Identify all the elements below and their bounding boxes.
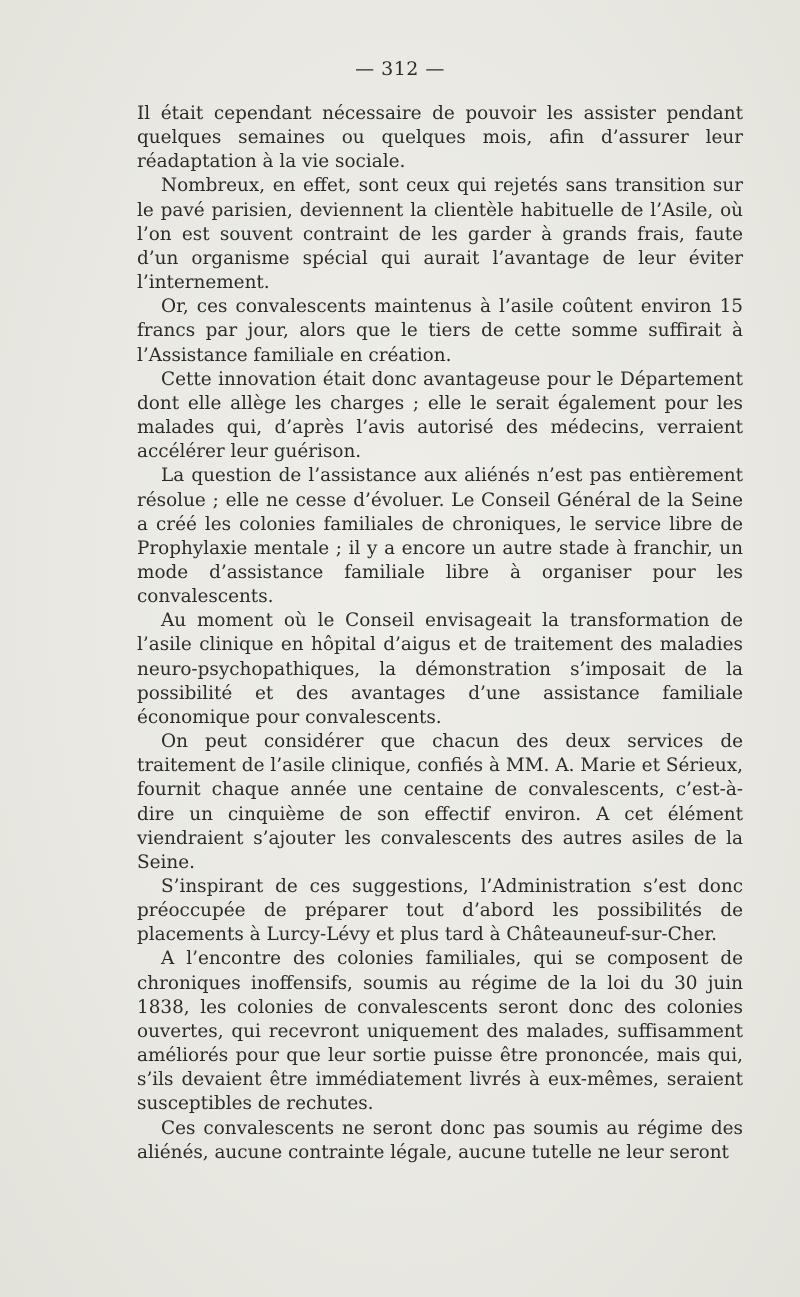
body-text (137, 102, 743, 1165)
paragraph: S’inspirant de ces suggestions, l’Administration s’est donc préoccupée de préparer tout d’abord les possibilités de placements à Lurcy-Lévy et plus tard à Châteauneuf-sur-Cher. (137, 876, 743, 946)
paragraph: On peut considérer que chacun des deux services de traitement de l’asile clinique, confiés à MM. A. Marie et Sérieux, fournit chaque année une centaine de convalescents, c’est-à-dire un cinquième de son effectif environ. A cet élément viendraient s’ajouter les convalescents des autres asiles de la Seine. (137, 731, 743, 873)
page-number: — 312 — (355, 58, 445, 80)
paragraph: Cette innovation était donc avantageuse pour le Département dont elle allège les charges ; elle le serait également pour les malades qui, d’après l’avis autorisé des médecins, verraient accélérer leur guérison. (137, 368, 743, 463)
paragraph: Il était cependant nécessaire de pouvoir les assister pendant quelques semaines ou quelques mois, afin d’assurer leur réadaptation à la vie sociale. (137, 103, 743, 173)
paragraph: Ces convalescents ne seront donc pas soumis au régime des aliénés, aucune contrainte légale, aucune tutelle ne leur seront (137, 1117, 743, 1163)
paragraph: Or, ces convalescents maintenus à l’asile coûtent environ 15 francs par jour, alors que le tiers de cette somme suffirait à l’Assistance familiale en création. (137, 296, 743, 366)
paragraph: A l’encontre des colonies familiales, qui se composent de chroniques inoffensifs, soumis au régime de la loi du 30 juin 1838, les colonies de convalescents seront donc des colonies ouvertes, qui recevront uniquement des malades, suffisamment améliorés pour que leur sortie puisse être prononcée, mais qui, s’ils devaient être immédiatement livrés à eux-mêmes, seraient susceptibles de rechutes. (137, 948, 743, 1115)
paragraph: Nombreux, en effet, sont ceux qui rejetés sans transition sur le pavé parisien, deviennent la clientèle habituelle de l’Asile, où l’on est souvent contraint de les garder à grands frais, faute d’un organisme spécial qui aurait l’avantage de leur éviter l’internement. (137, 175, 743, 294)
paragraph: Au moment où le Conseil envisageait la transformation de l’asile clinique en hôpital d’aigus et de traitement des maladies neuro-psychopathiques, la démonstration s’imposait de la possibilité et des avantages d’une assistance familiale économique pour convalescents. (137, 610, 743, 728)
paragraph: La question de l’assistance aux aliénés n’est pas entièrement résolue ; elle ne cesse d’évoluer. Le Conseil Général de la Seine a créé les colonies familiales de chroniques, le service libre de Prophylaxie mentale ; il y a encore un autre stade à franchir, un mode d’assistance familiale libre à organiser pour les convalescents. (137, 465, 743, 608)
